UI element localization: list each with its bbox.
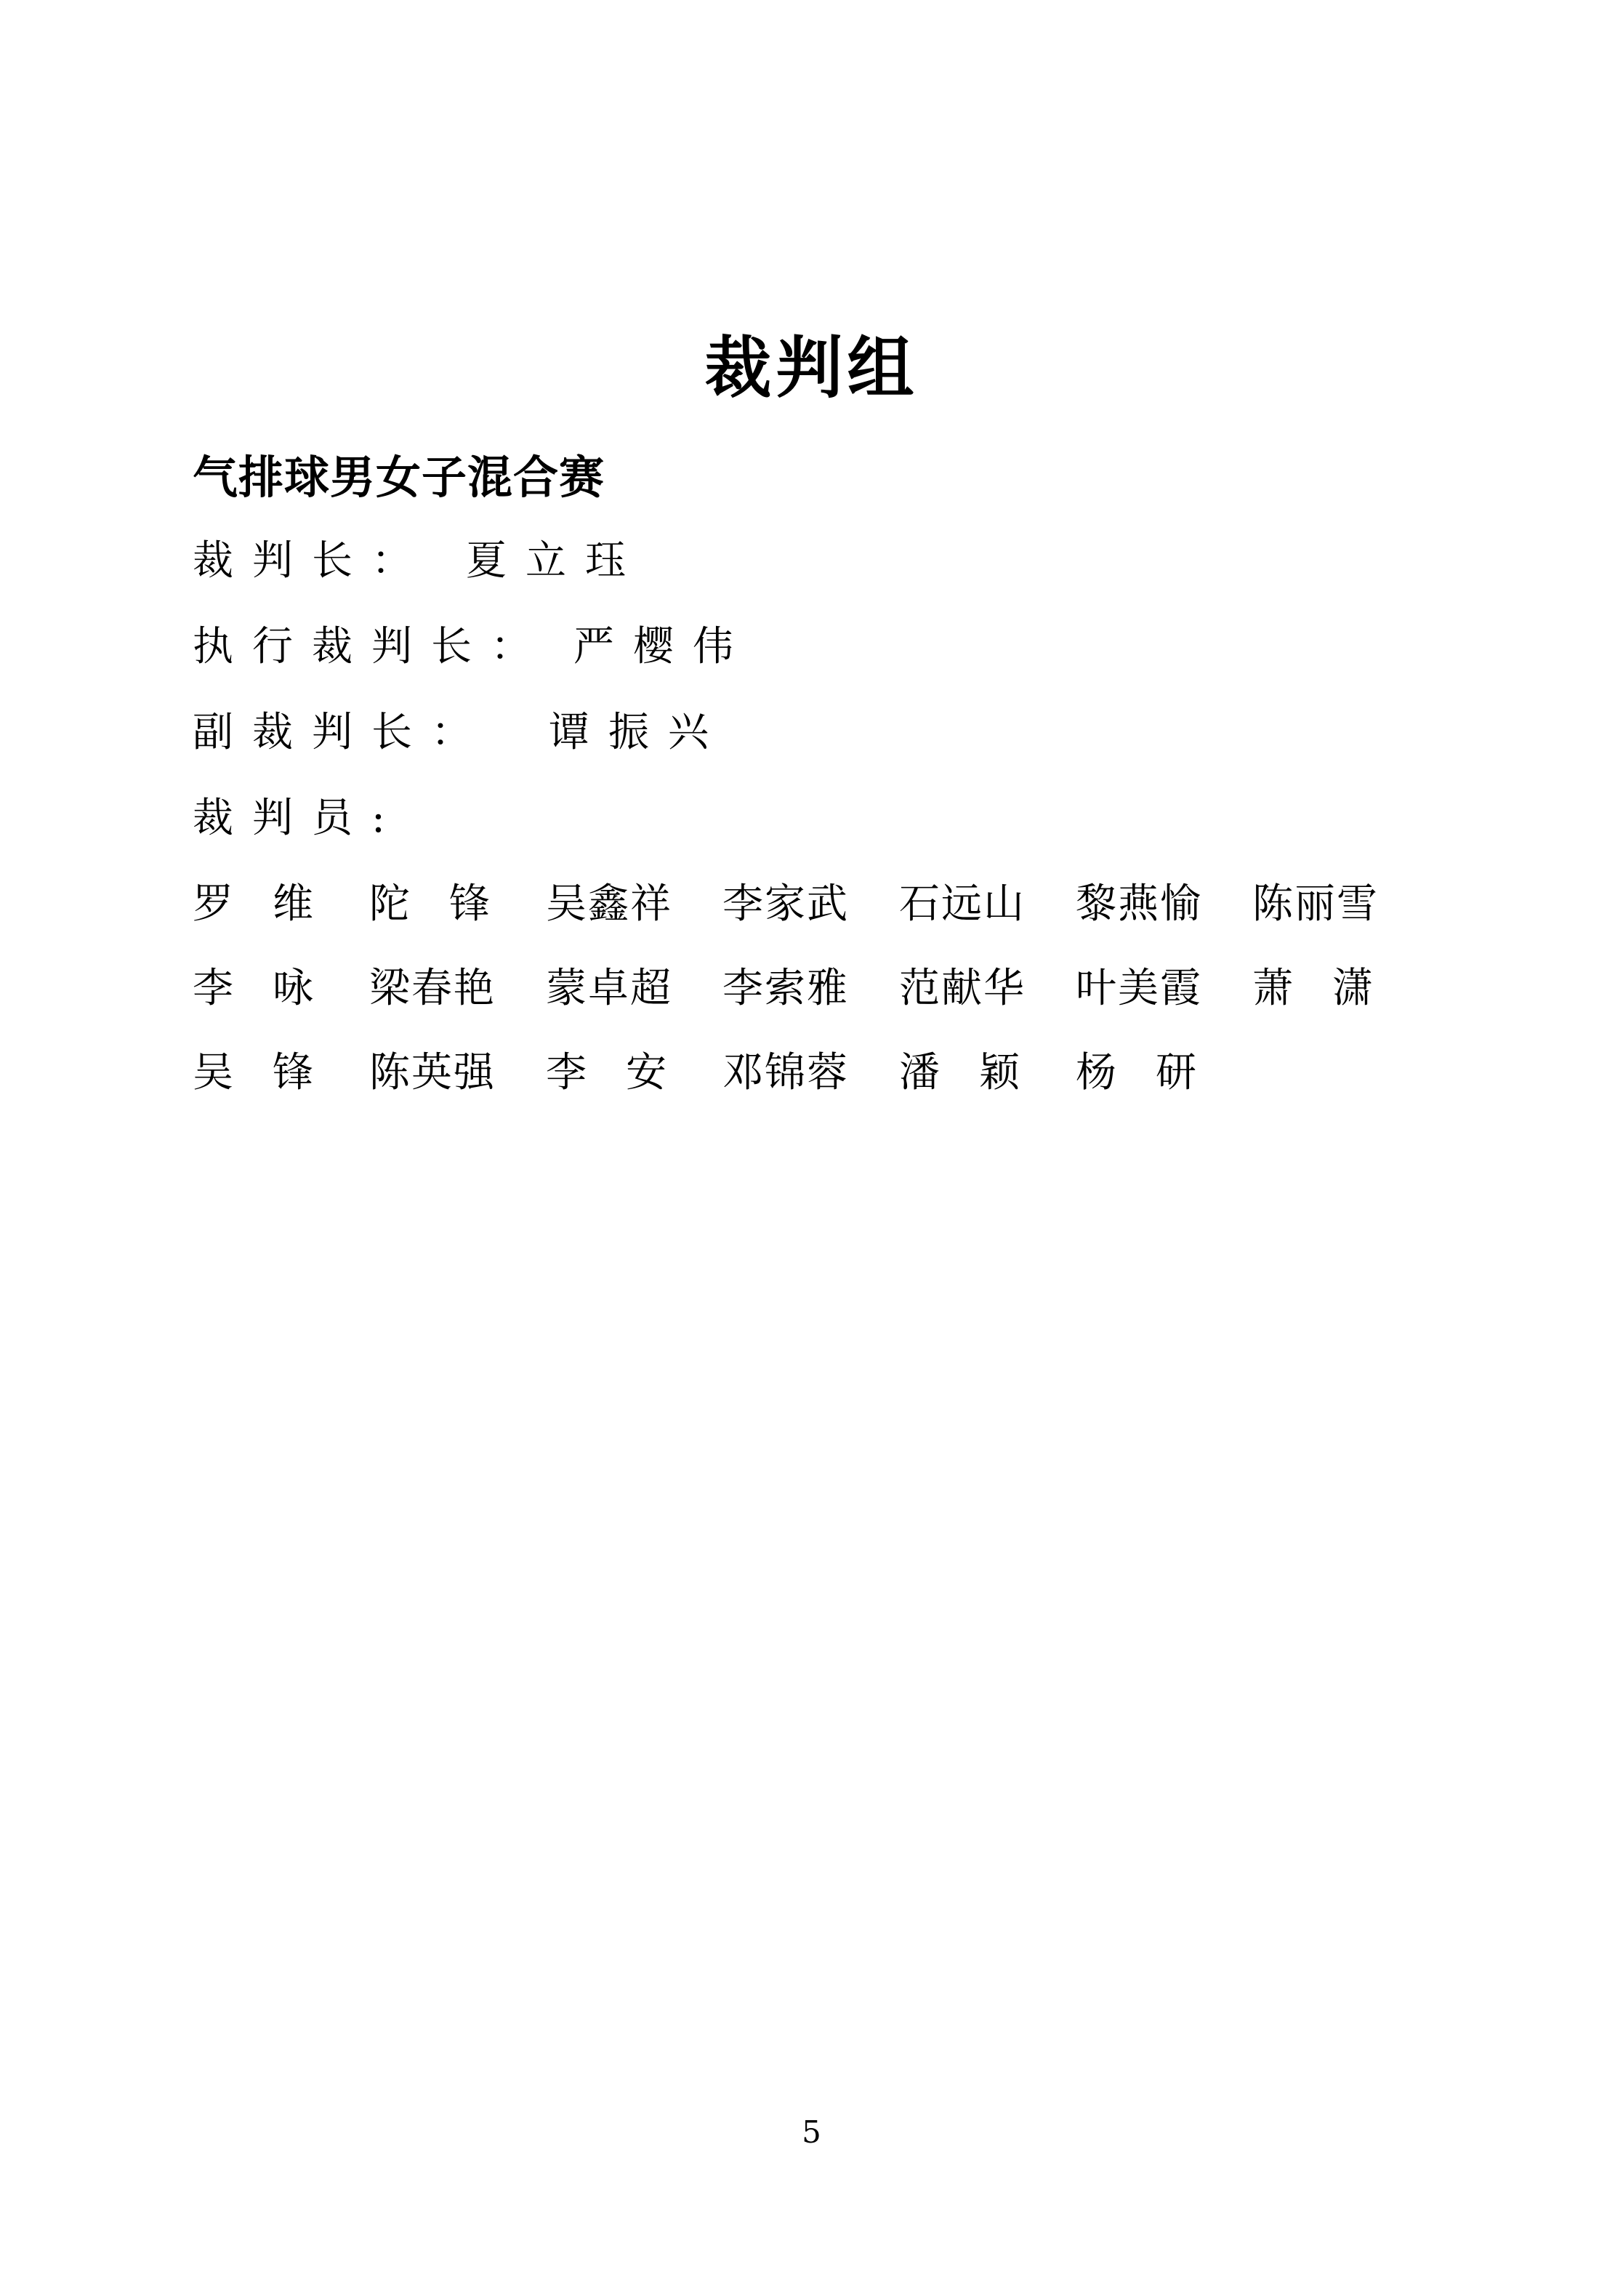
referee-name: 蒙卓超	[546, 965, 672, 1012]
referee-name: 杨研	[1076, 1049, 1198, 1096]
page-number: 5	[802, 2114, 821, 2150]
referee-name: 陈英强	[369, 1049, 496, 1096]
referee-name: 梁春艳	[369, 965, 496, 1012]
referee-name: 萧潇	[1252, 965, 1374, 1012]
referee-name: 陀锋	[369, 880, 491, 928]
official-line-deputy-chief-referee	[193, 709, 1449, 756]
event-name: 气排球男女子混合赛	[193, 451, 605, 504]
referee-name: 邓锦蓉	[722, 1049, 849, 1096]
official-role-label: 副裁判长：	[193, 709, 491, 756]
referee-name: 叶美霞	[1076, 965, 1202, 1012]
referee-row	[193, 880, 1449, 928]
referee-name: 陈丽雪	[1252, 880, 1379, 928]
referee-name: 石远山	[899, 880, 1026, 928]
official-role-label: 裁判长：	[193, 537, 431, 585]
referee-name: 李家武	[722, 880, 849, 928]
official-line-chief-referee	[193, 537, 1449, 585]
official-role-label: 裁判员:	[193, 795, 404, 842]
referee-name: 李索雅	[722, 965, 849, 1012]
official-name: 夏立珏	[466, 537, 645, 585]
official-role-label: 执行裁判长：	[193, 623, 550, 670]
referee-name-list	[193, 880, 1449, 1096]
referee-name: 李安	[546, 1049, 668, 1096]
official-line-referees-heading	[193, 795, 1449, 842]
officials-section	[193, 537, 1449, 842]
content-column	[0, 451, 1623, 1096]
official-line-executive-chief-referee	[193, 623, 1449, 670]
referee-name: 范献华	[899, 965, 1026, 1012]
referee-name: 罗维	[193, 880, 315, 928]
referee-name: 吴锋	[193, 1049, 315, 1096]
referee-row	[193, 1049, 1449, 1096]
referee-name: 黎燕愉	[1076, 880, 1202, 928]
referee-name: 李咏	[193, 965, 315, 1012]
referee-name: 潘颖	[899, 1049, 1021, 1096]
referee-row	[193, 965, 1449, 1012]
official-name: 谭振兴	[549, 709, 728, 756]
page-title: 裁判组	[704, 329, 919, 407]
referee-name: 吴鑫祥	[546, 880, 672, 928]
official-name: 严樱伟	[573, 623, 752, 670]
